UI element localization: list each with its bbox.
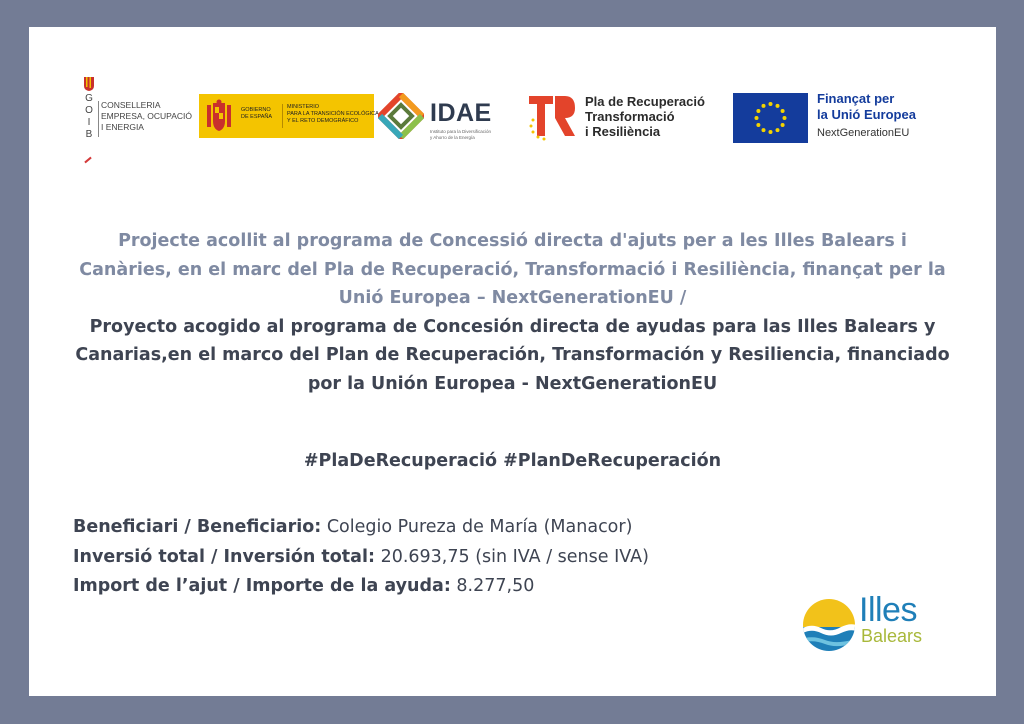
idae-subtitle-line: y Ahorro de la Energía: [430, 134, 475, 140]
goib-letter: G: [85, 93, 93, 104]
statement-catalan: Projecte acollit al programa de Concessió directa d'ajuts per a les Illes Balears i Canàries, en el marc del Pla de Recuperació, Transformació i Resiliència, finançat per la Unió Europea – NextGenerationEU /: [79, 231, 946, 308]
plan-recuperacio-line: Transformació: [585, 109, 675, 124]
goib-letter: I: [87, 117, 91, 128]
detail-value: 8.277,50: [456, 576, 535, 596]
goib-letters: [84, 93, 94, 141]
gobierno-separator: [282, 104, 283, 128]
idae-mark-icon: [378, 93, 424, 139]
detail-row-investment: [73, 543, 873, 573]
idae-name: IDAE: [430, 99, 492, 127]
goib-divider: [98, 101, 99, 137]
hashtags: #PlaDeRecuperació #PlanDeRecuperación: [303, 451, 722, 471]
illes-balears-word1: Illes: [859, 591, 917, 629]
idae-logo: [378, 91, 518, 141]
eu-flag-icon: [733, 93, 808, 143]
goib-letter: B: [85, 129, 93, 140]
spain-crest-icon: [205, 99, 233, 133]
detail-label: Beneficiari / Beneficiario:: [73, 517, 322, 537]
detail-label: Inversió total / Inversión total:: [73, 546, 375, 567]
illes-balears-logo: [801, 591, 961, 655]
goib-department-line: CONSELLERIA: [101, 100, 161, 110]
trr-mark-icon: [527, 92, 579, 142]
gobierno-espana-logo: [199, 94, 379, 138]
detail-row-aid: [73, 572, 873, 602]
detail-row-beneficiary: [73, 513, 873, 543]
statement-spanish: Proyecto acogido al programa de Concesión directa de ayudas para las Illes Balears y Canarias,en el marco del Plan de Recuperación, Transformación y Resiliencia, financiado por la Unión Europea - NextGenerationEU: [75, 316, 950, 394]
goib-slash: [84, 157, 91, 164]
goib-department: [101, 100, 201, 133]
goib-letter: O: [85, 105, 93, 116]
gobierno-text-line: GOBIERNO: [241, 107, 271, 113]
idae-subtitle-line: Instituto para la Diversificación: [430, 129, 492, 134]
ministerio-text: [287, 104, 377, 125]
plan-recuperacio-text: [585, 94, 705, 139]
gobierno-text-line: DE ESPAÑA: [241, 114, 273, 120]
detail-value: Colegio Pureza de María (Manacor): [326, 517, 633, 537]
detail-label: Import de l’ajut / Importe de la ayuda:: [73, 576, 451, 596]
goib-department-line: I ENERGIA: [101, 122, 144, 132]
eu-funding-logo: [733, 91, 973, 143]
ministerio-text-line: PARA LA TRANSICIÓN ECOLÓGICA: [287, 111, 379, 117]
illes-balears-sun-icon: [801, 595, 859, 653]
ministerio-text-line: Y EL RETO DEMOGRÁFICO: [287, 118, 359, 124]
eu-funding-line: Finançat per: [817, 91, 895, 106]
project-details: [73, 513, 873, 602]
eu-funding-text: [817, 91, 916, 123]
eu-nextgen-text: NextGenerationEU: [817, 127, 910, 139]
eu-stars-icon: [733, 93, 808, 143]
goib-department-line: EMPRESA, OCUPACIÓ: [101, 111, 192, 121]
notice-card: [29, 27, 996, 696]
plan-recuperacio-line: i Resiliència: [585, 124, 661, 139]
plan-recuperacio-logo: [527, 92, 732, 142]
idae-subtitle: [430, 129, 520, 140]
goib-logo: [81, 77, 191, 161]
logo-strip: [29, 27, 996, 167]
detail-value: 20.693,75 (sin IVA / sense IVA): [380, 546, 649, 567]
plan-recuperacio-line: Pla de Recuperació: [585, 94, 705, 109]
funding-statement: [69, 227, 956, 398]
ministerio-text-line: MINISTERIO: [287, 104, 320, 110]
goib-shield-icon: [84, 77, 94, 91]
gobierno-text: [241, 107, 281, 121]
eu-funding-line: la Unió Europea: [817, 107, 916, 122]
illes-balears-word2: Balears: [861, 626, 923, 646]
